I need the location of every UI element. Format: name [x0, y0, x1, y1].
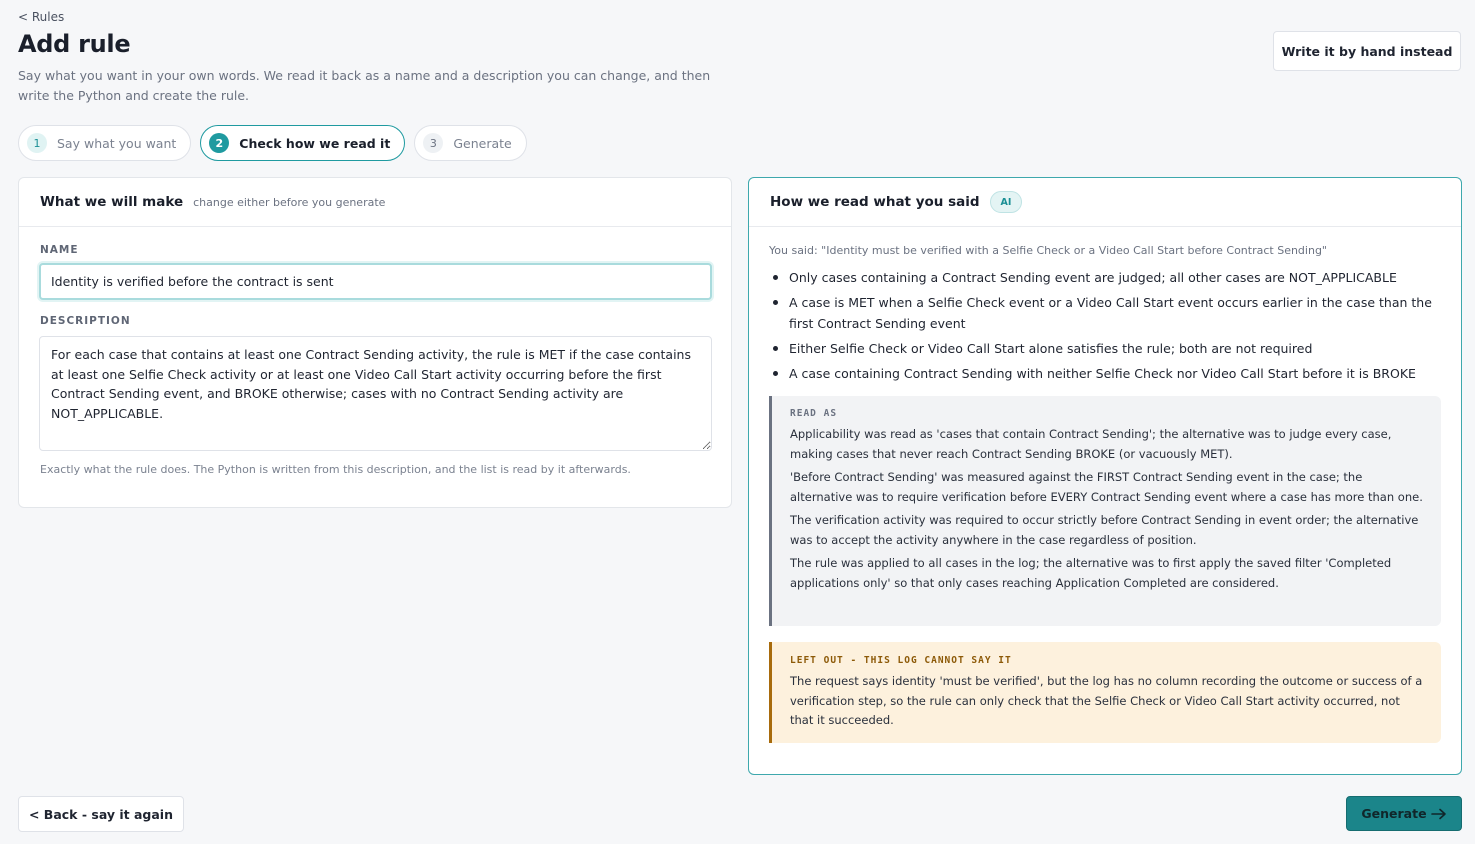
left-out-text: The request says identity 'must be verified', but the log has no column recording the outcome or success of a verification step, so the rule can only check that the Selfie Check or Video Call Start activity occurred, not that it succeeded. [790, 674, 1423, 727]
interpretation-list [769, 267, 1441, 388]
description-hint: Exactly what the rule does. The Python is written from this description, and the list is read by it afterwards. [40, 463, 631, 476]
you-said-quote: You said: "Identity must be verified with a Selfie Check or a Video Call Start before Contract Sending" [769, 244, 1327, 257]
step-generate[interactable] [414, 125, 526, 161]
how-we-read-panel [748, 177, 1462, 775]
left-out-warning-box [769, 642, 1441, 743]
rule-name-input[interactable] [39, 263, 712, 300]
panel-title: What we will make [40, 194, 184, 210]
list-item: A case is MET when a Selfie Check event or a Video Call Start event occurs earlier in the case than the first Contract Sending event [769, 292, 1441, 334]
read-as-item: The verification activity was required to occur strictly before Contract Sending in event order; the alternative was to accept the activity anywhere in the case regardless of position. [790, 513, 1419, 547]
step-label: Generate [453, 135, 512, 151]
step-number: 1 [27, 133, 47, 153]
panel-title: How we read what you said [770, 194, 980, 210]
back-say-it-again-button[interactable]: < Back - say it again [18, 796, 184, 832]
panel-subtitle: change either before you generate [193, 195, 386, 209]
generate-button[interactable] [1346, 796, 1462, 831]
read-as-item: Applicability was read as 'cases that contain Contract Sending'; the alternative was to judge every case, making cases that never reach Contract Sending BROKE (or vacuously MET). [790, 427, 1392, 461]
arrow-right-icon [1431, 808, 1447, 820]
generate-label: Generate [1361, 806, 1427, 821]
read-as-item: The rule was applied to all cases in the log; the alternative was to first apply the saved filter 'Completed applications only' so that only cases reaching Application Completed are considered. [790, 556, 1392, 590]
step-label: Say what you want [57, 135, 177, 151]
name-label: NAME [40, 244, 79, 256]
step-check-how-we-read-it[interactable] [200, 125, 405, 161]
page-intro: Say what you want in your own words. We read it back as a name and a description you can change, and then write the Python and create the rule. [18, 68, 711, 103]
rule-description-textarea[interactable] [39, 336, 712, 451]
page-title: Add rule [18, 30, 131, 58]
panel-header [749, 178, 1461, 227]
write-by-hand-button[interactable]: Write it by hand instead [1273, 31, 1461, 71]
description-label: DESCRIPTION [40, 315, 131, 327]
panel-header [19, 178, 731, 227]
back-to-rules-link[interactable]: < Rules [18, 10, 65, 24]
left-out-label: LEFT OUT - THIS LOG CANNOT SAY IT [790, 655, 1012, 666]
ai-badge: AI [990, 191, 1023, 213]
read-as-box [769, 396, 1441, 626]
stepper [18, 125, 527, 161]
list-item: Either Selfie Check or Video Call Start alone satisfies the rule; both are not required [769, 338, 1441, 359]
step-number: 2 [209, 133, 229, 153]
read-as-label: READ AS [790, 408, 838, 419]
read-as-item: 'Before Contract Sending' was measured against the FIRST Contract Sending event in the case; the alternative was to require verification before EVERY Contract Sending event where a case has more than one. [790, 470, 1423, 504]
step-label: Check how we read it [239, 135, 391, 151]
step-say-what-you-want[interactable] [18, 125, 191, 161]
list-item: Only cases containing a Contract Sending event are judged; all other cases are NOT_APPLICABLE [769, 267, 1441, 288]
step-number: 3 [423, 133, 443, 153]
list-item: A case containing Contract Sending with neither Selfie Check nor Video Call Start before it is BROKE [769, 363, 1441, 384]
what-we-will-make-panel [18, 177, 732, 508]
